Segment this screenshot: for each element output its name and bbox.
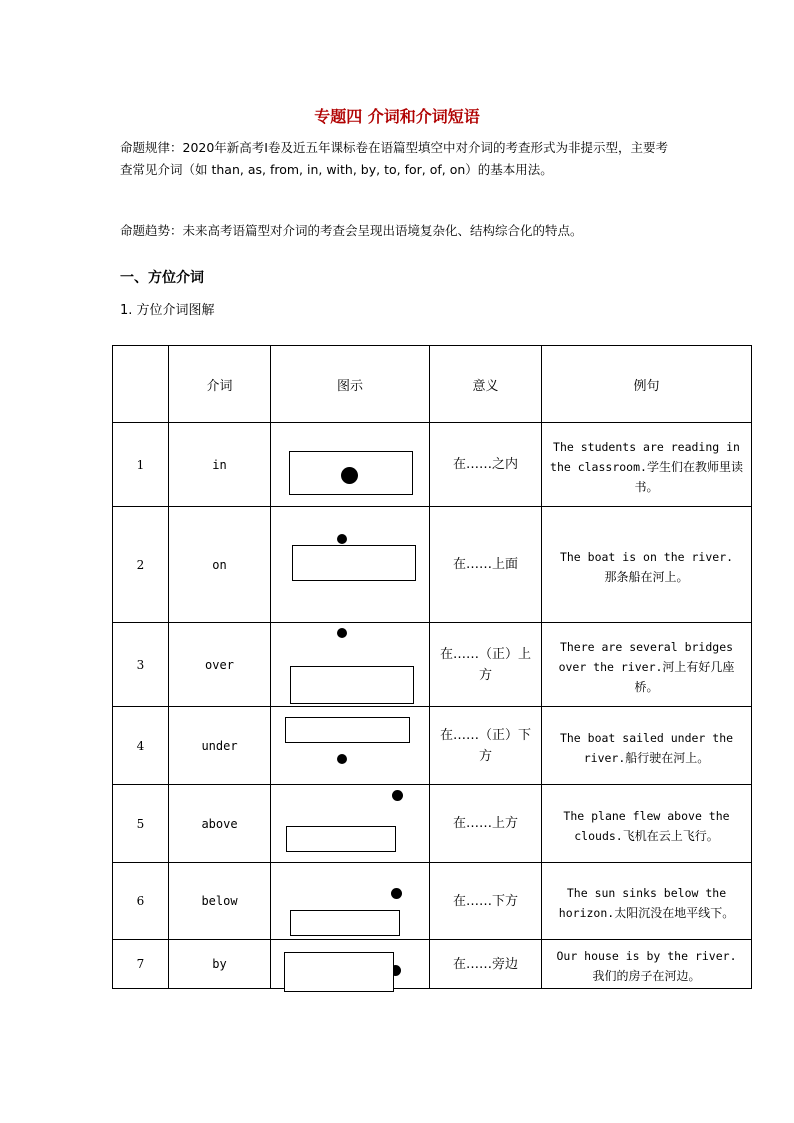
- example-sentence: [542, 863, 752, 940]
- header-cell-preposition: 介词: [169, 346, 271, 423]
- diagram-over: [271, 623, 430, 707]
- diagram-box: [284, 952, 394, 992]
- meaning: 在……上方: [430, 785, 542, 863]
- example-chinese: 太阳沉没在地平线下。: [614, 906, 735, 920]
- preposition: above: [169, 785, 271, 863]
- example-chinese: 我们的房子在河边。: [592, 969, 701, 983]
- example-sentence: [542, 785, 752, 863]
- row-number: 5: [113, 785, 169, 863]
- example-sentence: [542, 940, 752, 989]
- page-title: 专题四 介词和介词短语: [314, 107, 480, 126]
- preposition: in: [169, 423, 271, 507]
- example-english: There are several bridges over the river.: [558, 639, 734, 674]
- diagram-under: [271, 707, 430, 785]
- example-sentence: [542, 507, 752, 623]
- diagram-dot: [337, 754, 347, 764]
- subheading: 1. 方位介词图解: [120, 303, 215, 318]
- diagram-dot: [337, 628, 347, 638]
- preposition: below: [169, 863, 271, 940]
- table-row: [113, 863, 752, 940]
- header-cell-meaning: 意义: [430, 346, 542, 423]
- row-number: 7: [113, 940, 169, 989]
- preposition: by: [169, 940, 271, 989]
- diagram-by: [271, 940, 430, 989]
- preposition: on: [169, 507, 271, 623]
- meaning: 在……（正）上方: [430, 623, 542, 707]
- diagram-box: [286, 826, 396, 852]
- meaning: 在……下方: [430, 863, 542, 940]
- section-heading: 一、方位介词: [120, 270, 204, 286]
- example-chinese: 船行驶在河上。: [625, 750, 710, 765]
- diagram-above: [271, 785, 430, 863]
- example-chinese: 学生们在教师里读书。: [634, 459, 743, 494]
- diagram-in: [271, 423, 430, 507]
- example-english: The boat is on the river.: [559, 549, 734, 564]
- header-cell-diagram: 图示: [271, 346, 430, 423]
- row-number: 4: [113, 707, 169, 785]
- table-row: [113, 785, 752, 863]
- table-header-row: [113, 346, 752, 423]
- example-english: Our house is by the river.: [556, 949, 737, 963]
- example-english: The sun sinks below the horizon.: [558, 886, 727, 920]
- header-cell-example: 例句: [542, 346, 752, 423]
- example-english: The students are reading in the classroom.: [550, 439, 740, 474]
- table-row: [113, 423, 752, 507]
- example-sentence: [542, 707, 752, 785]
- example-english: The plane flew above the clouds.: [563, 808, 730, 843]
- preposition-table: [112, 345, 752, 989]
- table-row: [113, 507, 752, 623]
- header-cell-blank: [113, 346, 169, 423]
- table-row: [113, 623, 752, 707]
- table-row: [113, 940, 752, 989]
- meaning: 在……旁边: [430, 940, 542, 989]
- diagram-box: [290, 666, 414, 704]
- diagram-box: [285, 717, 410, 743]
- diagram-box: [290, 910, 400, 936]
- row-number: 2: [113, 507, 169, 623]
- preposition: over: [169, 623, 271, 707]
- diagram-below: [271, 863, 430, 940]
- meaning: 在……上面: [430, 507, 542, 623]
- exam-rule-paragraph: 命题规律：2020年新高考Ⅰ卷及近五年课标卷在语篇型填空中对介词的考查形式为非提示型，主要考查常见介词（如 than, as, from, in, with, by, to, for, of, on）的基本用法。: [120, 140, 668, 177]
- example-chinese: 河上有好几座桥。: [634, 659, 735, 694]
- row-number: 3: [113, 623, 169, 707]
- diagram-on: [271, 507, 430, 623]
- table-row: [113, 707, 752, 785]
- example-chinese: 飞机在云上飞行。: [622, 828, 719, 843]
- row-number: 1: [113, 423, 169, 507]
- preposition: under: [169, 707, 271, 785]
- example-chinese: 那条船在河上。: [604, 569, 689, 584]
- diagram-box: [292, 545, 416, 581]
- example-english: The boat sailed under the river.: [559, 730, 734, 765]
- row-number: 6: [113, 863, 169, 940]
- diagram-dot: [337, 534, 347, 544]
- diagram-dot: [392, 790, 403, 801]
- diagram-dot: [391, 888, 402, 899]
- example-sentence: [542, 623, 752, 707]
- diagram-dot: [341, 467, 358, 484]
- meaning: 在……之内: [430, 423, 542, 507]
- example-sentence: [542, 423, 752, 507]
- exam-trend-paragraph: 命题趋势：未来高考语篇型对介词的考查会呈现出语境复杂化、结构综合化的特点。: [120, 223, 583, 238]
- meaning: 在……（正）下方: [430, 707, 542, 785]
